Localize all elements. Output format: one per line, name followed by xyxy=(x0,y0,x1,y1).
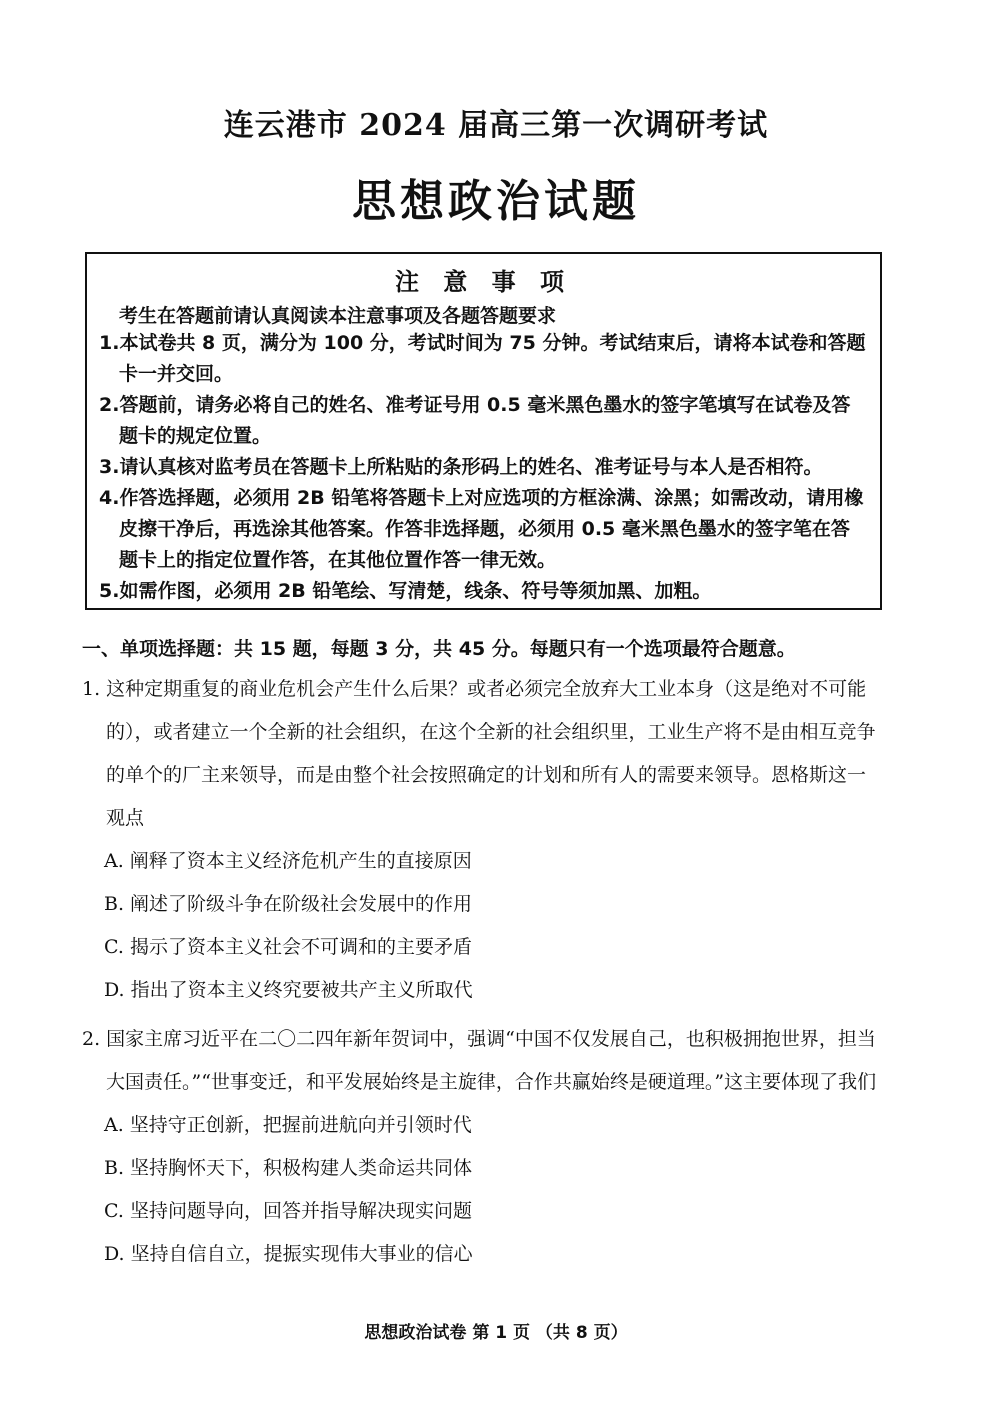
notice-title: 注 意 事 项 xyxy=(394,268,573,296)
question-stem: 1. 这种定期重复的商业危机会产生什么后果？或者必须完全放弃大工业本身（这是绝对不可能的），或者建立一个全新的社会组织，在这个全新的社会组织里，工业生产将不是由相互竞争的单个的厂主来领导，而是由整个社会按照确定的计划和所有人的需要来领导。恩格斯这一观点 xyxy=(82,678,876,829)
exam-title: 连云港市 2024 届高三第一次调研考试 xyxy=(223,108,769,143)
option-b: B. 阐述了阶级斗争在阶级社会发展中的作用 xyxy=(104,893,473,915)
question-1 xyxy=(82,668,882,1012)
subject-title: 思想政治试题 xyxy=(352,176,640,227)
notice-lead: 考生在答题前请认真阅读本注意事项及各题答题要求 xyxy=(119,305,557,327)
notice-item: 5.如需作图，必须用 2B 铅笔绘、写清楚，线条、符号等须加黑、加粗。 xyxy=(99,580,712,602)
notice-item: 1.本试卷共 8 页，满分为 100 分，考试时间为 75 分钟。考试结束后，请将本试卷和答题卡一并交回。 xyxy=(99,332,866,385)
section-heading: 一、单项选择题：共 15 题，每题 3 分，共 45 分。每题只有一个选项最符合题意。 xyxy=(82,638,796,660)
option-a: A. 坚持守正创新，把握前进航向并引领时代 xyxy=(104,1114,472,1136)
option-a: A. 阐释了资本主义经济危机产生的直接原因 xyxy=(104,850,472,872)
option-c: C. 揭示了资本主义社会不可调和的主要矛盾 xyxy=(104,936,472,958)
notice-item: 2.答题前，请务必将自己的姓名、准考证号用 0.5 毫米黑色墨水的签字笔填写在试卷及答题卡的规定位置。 xyxy=(99,394,851,447)
question-stem: 2. 国家主席习近平在二〇二四年新年贺词中，强调“中国不仅发展自己，也积极拥抱世界，担当大国责任。”“世事变迁，和平发展始终是主旋律，合作共赢始终是硬道理。”这主要体现了我们 xyxy=(82,1028,877,1093)
question-2 xyxy=(82,1018,882,1276)
notice-box xyxy=(85,252,882,610)
option-d: D. 坚持自信自立，提振实现伟大事业的信心 xyxy=(104,1243,473,1265)
option-c: C. 坚持问题导向，回答并指导解决现实问题 xyxy=(104,1200,472,1222)
page-footer: 思想政治试卷 第 1 页 （共 8 页） xyxy=(364,1323,628,1343)
option-d: D. 指出了资本主义终究要被共产主义所取代 xyxy=(104,979,473,1001)
option-b: B. 坚持胸怀天下，积极构建人类命运共同体 xyxy=(104,1157,473,1179)
notice-item: 3.请认真核对监考员在答题卡上所粘贴的条形码上的姓名、准考证号与本人是否相符。 xyxy=(99,456,823,478)
notice-item: 4.作答选择题，必须用 2B 铅笔将答题卡上对应选项的方框涂满、涂黑；如需改动，请用橡皮擦干净后，再选涂其他答案。作答非选择题，必须用 0.5 毫米黑色墨水的签字笔在答题卡上的指定位置作答，在其他位置作答一律无效。 xyxy=(99,487,864,571)
